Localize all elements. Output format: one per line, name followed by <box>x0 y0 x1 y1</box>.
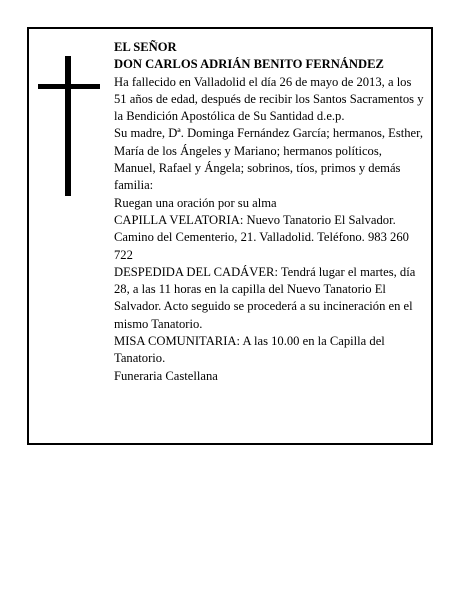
cross-icon <box>38 56 100 196</box>
farewell-info: DESPEDIDA DEL CADÁVER: Tendrá lugar el martes, día 28, a las 11 horas en la capilla del Nuevo Tanatorio El Salvador. Acto seguido se procederá a su incineración en el mismo Tanatorio. <box>114 264 416 331</box>
cross-horizontal-bar <box>38 84 100 89</box>
notice-title: EL SEÑOR <box>114 40 177 54</box>
chapel-info: CAPILLA VELATORIA: Nuevo Tanatorio El Salvador. Camino del Cementerio, 21. Valladolid. Teléfono. 983 260 722 <box>114 212 409 262</box>
cross-vertical-bar <box>65 56 71 196</box>
deceased-name: DON CARLOS ADRIÁN BENITO FERNÁNDEZ <box>114 57 384 72</box>
prayer-request: Ruegan una oración por su alma <box>114 195 277 210</box>
funeral-home: Funeraria Castellana <box>114 368 218 383</box>
obituary-text <box>114 39 426 385</box>
family-list: Su madre, Dª. Dominga Fernández García; hermanos, Esther, María de los Ángeles y Mariano; hermanos políticos, Manuel, Rafael y Ángela; sobrinos, tíos, primos y demás familia: <box>114 126 423 193</box>
death-announcement: Ha fallecido en Valladolid el día 26 de mayo de 2013, a los 51 años de edad, después de recibir los Santos Sacramentos y la Bendición Apostólica de Su Santidad d.e.p. <box>114 74 424 124</box>
mass-info: MISA COMUNITARIA: A las 10.00 en la Capilla del Tanatorio. <box>114 334 385 366</box>
